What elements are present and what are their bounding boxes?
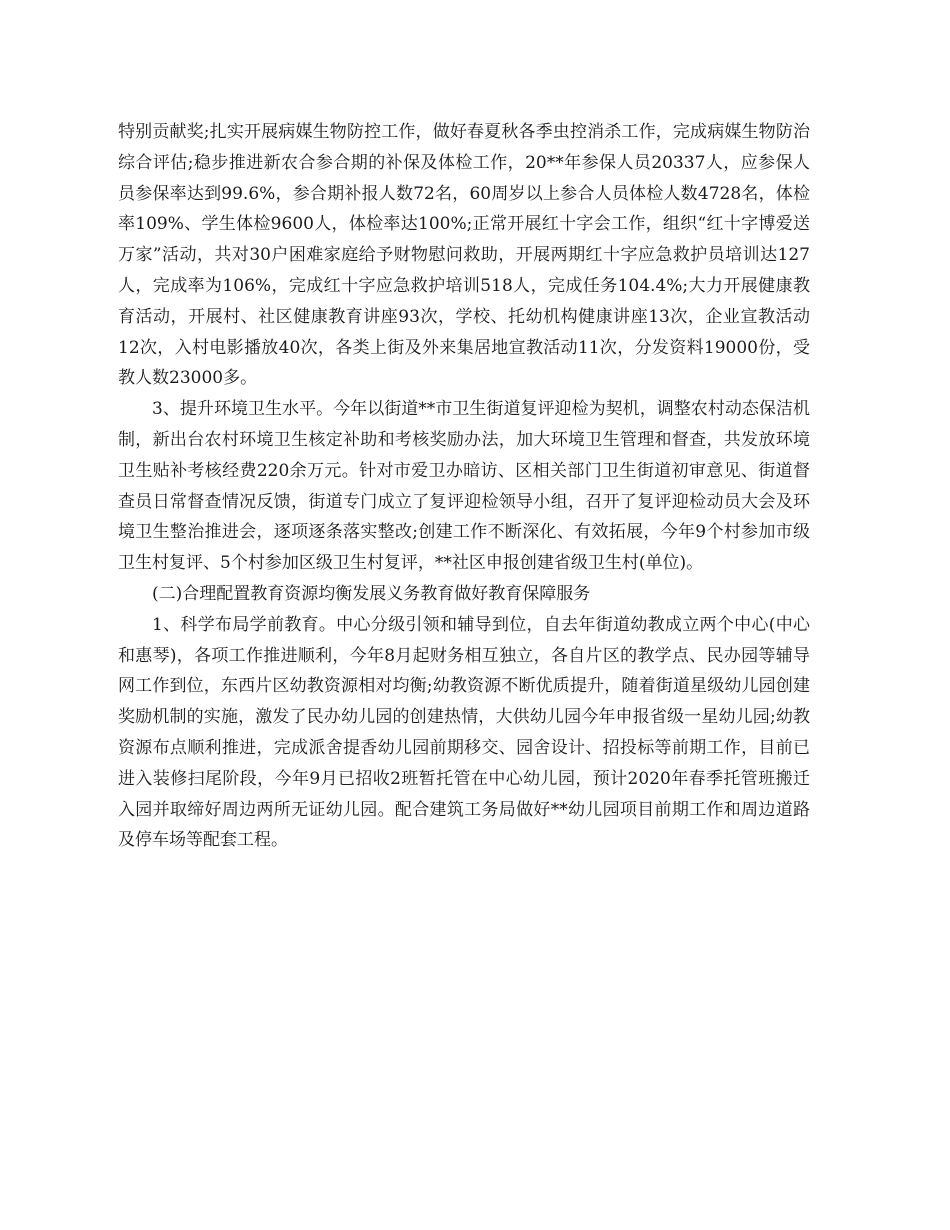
paragraph-preschool-education: 1、科学布局学前教育。中心分级引领和辅导到位，自去年街道幼教成立两个中心(中心和惠琴)，各项工作推进顺利，今年8月起财务相互独立，各自片区的教学点、民办园等辅导网工作到位，东西片区幼教资源相对均衡;幼教资源不断优质提升，随着街道星级幼儿园创建奖励机制的实施，激发了民办幼儿园的创建热情，大供幼儿园今年申报省级一星幼儿园;幼教资源布点顺利推进，完成派舍提香幼儿园前期移交、园舍设计、招投标等前期工作，目前已进入装修扫尾阶段，今年9月已招收2班暂托管在中心幼儿园，预计2020年春季托管班搬迁入园并取缔好周边两所无证幼儿园。配合建筑工务局做好**幼儿园项目前期工作和周边道路及停车场等配套工程。 (118, 614, 810, 851)
paragraph-health-work: 特别贡献奖;扎实开展病媒生物防控工作，做好春夏秋各季虫控消杀工作，完成病媒生物防治综合评估;稳步推进新农合参合期的补保及体检工作，20**年参保人员20337人，应参保人员参保率达到99.6%，参合期补报人数72名，60周岁以上参合人员体检人数4728名，体检率109%、学生体检9600人，体检率达100%;正常开展红十字会工作，组织“红十字博爱送万家”活动，共对30户困难家庭给予财物慰问救助，开展两期红十字应急救护员培训达127人，完成率为106%，完成红十字应急救护培训518人，完成任务104.4%;大力开展健康教育活动，开展村、社区健康教育讲座93次，学校、托幼机构健康讲座13次，企业宣教活动12次，入村电影播放40次，各类上街及外来集居地宣教活动11次，分发资料19000份，受教人数23000多。 (118, 122, 810, 389)
body-text (118, 117, 810, 856)
section-heading-education: (二)合理配置教育资源均衡发展义务教育做好教育保障服务 (152, 583, 591, 604)
paragraph-environment-hygiene: 3、提升环境卫生水平。今年以街道**市卫生街道复评迎检为契机，调整农村动态保洁机制，新出台农村环境卫生核定补助和考核奖励办法，加大环境卫生管理和督查，共发放环境卫生贴补考核经费220余万元。针对市爱卫办暗访、区相关部门卫生街道初审意见、街道督查员日常督查情况反馈，街道专门成立了复评迎检领导小组，召开了复评迎检动员大会及环境卫生整治推进会，逐项逐条落实整改;创建工作不断深化、有效拓展，今年9个村参加市级卫生村复评、5个村参加区级卫生村复评，**社区申报创建省级卫生村(单位)。 (118, 399, 810, 574)
